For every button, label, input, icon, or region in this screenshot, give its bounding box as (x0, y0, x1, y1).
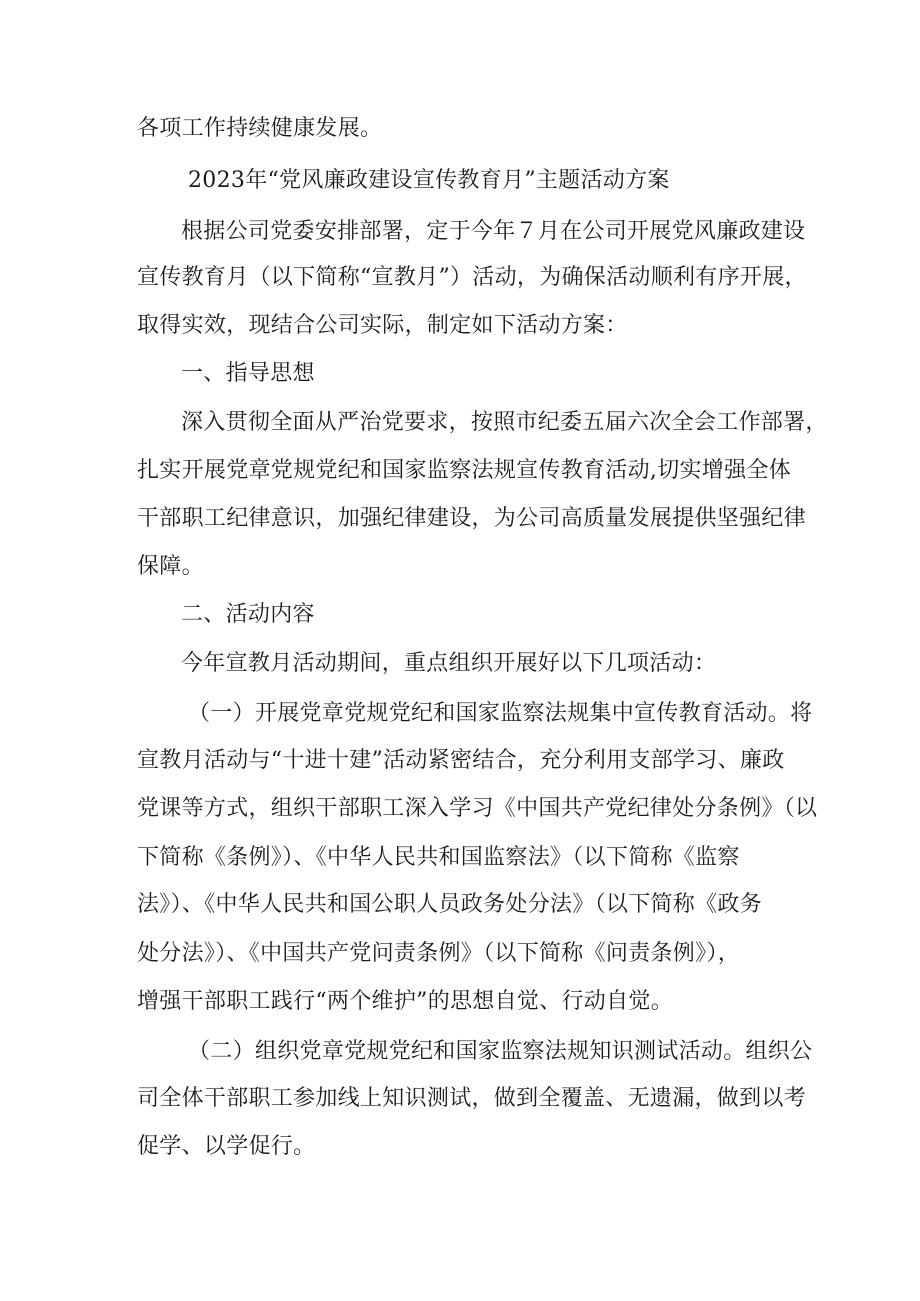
section1-line-1: 深入贯彻全面从严治党要求，按照市纪委五届六次全会工作部署， (181, 410, 828, 435)
intro-line-2: 宣传教育月（以下简称“宣教月”）活动，为确保活动顺利有序开展， (137, 265, 807, 290)
intro-line-3: 取得实效，现结合公司实际，制定如下活动方案： (137, 313, 628, 338)
item1-line-3: 党课等方式，组织干部职工深入学习《中国共产党纪律处分条例》（以 (137, 796, 818, 821)
item1-line-4: 下简称《条例》）、《中华人民共和国监察法》（以下简称《监察 (137, 845, 740, 870)
section2-intro: 今年宣教月活动期间，重点组织开展好以下几项活动： (181, 651, 717, 676)
section1-line-2: 扎实开展党章党规党纪和国家监察法规宣传教育活动,切实增强全体 (137, 458, 791, 483)
document-title: 2023年“党风廉政建设宣传教育月”主题活动方案 (188, 168, 670, 193)
item2-line-1: （二）组织党章党规党纪和国家监察法规知识测试活动。组织公 (188, 1039, 813, 1064)
section1-heading: 一、指导思想 (181, 361, 315, 386)
section2-heading: 二、活动内容 (181, 602, 315, 627)
item1-line-6: 处分法》）、《中国共产党问责条例》（以下简称《问责条例》）， (137, 941, 741, 966)
item2-line-3: 促学、以学促行。 (137, 1134, 316, 1159)
section1-line-3: 干部职工纪律意识，加强纪律建设，为公司高质量发展提供坚强纪律 (137, 506, 807, 531)
item1-line-5: 法》）、《中华人民共和国公职人员政务处分法》（以下简称《政务 (137, 892, 763, 917)
item1-line-7: 增强干部职工践行“两个维护”的思想自觉、行动自觉。 (137, 989, 673, 1014)
section1-line-4: 保障。 (137, 554, 204, 579)
item2-line-2: 司全体干部职工参加线上知识测试，做到全覆盖、无遗漏，做到以考 (137, 1086, 807, 1111)
continuation-text: 各项工作持续健康发展。 (137, 116, 383, 141)
intro-line-1: 根据公司党委安排部署，定于今年７月在公司开展党风廉政建设 (181, 219, 806, 244)
item1-line-1: （一）开展党章党规党纪和国家监察法规集中宣传教育活动。将 (188, 701, 813, 726)
item1-line-2: 宣教月活动与“十进十建”活动紧密结合，充分利用支部学习、廉政 (137, 748, 785, 773)
